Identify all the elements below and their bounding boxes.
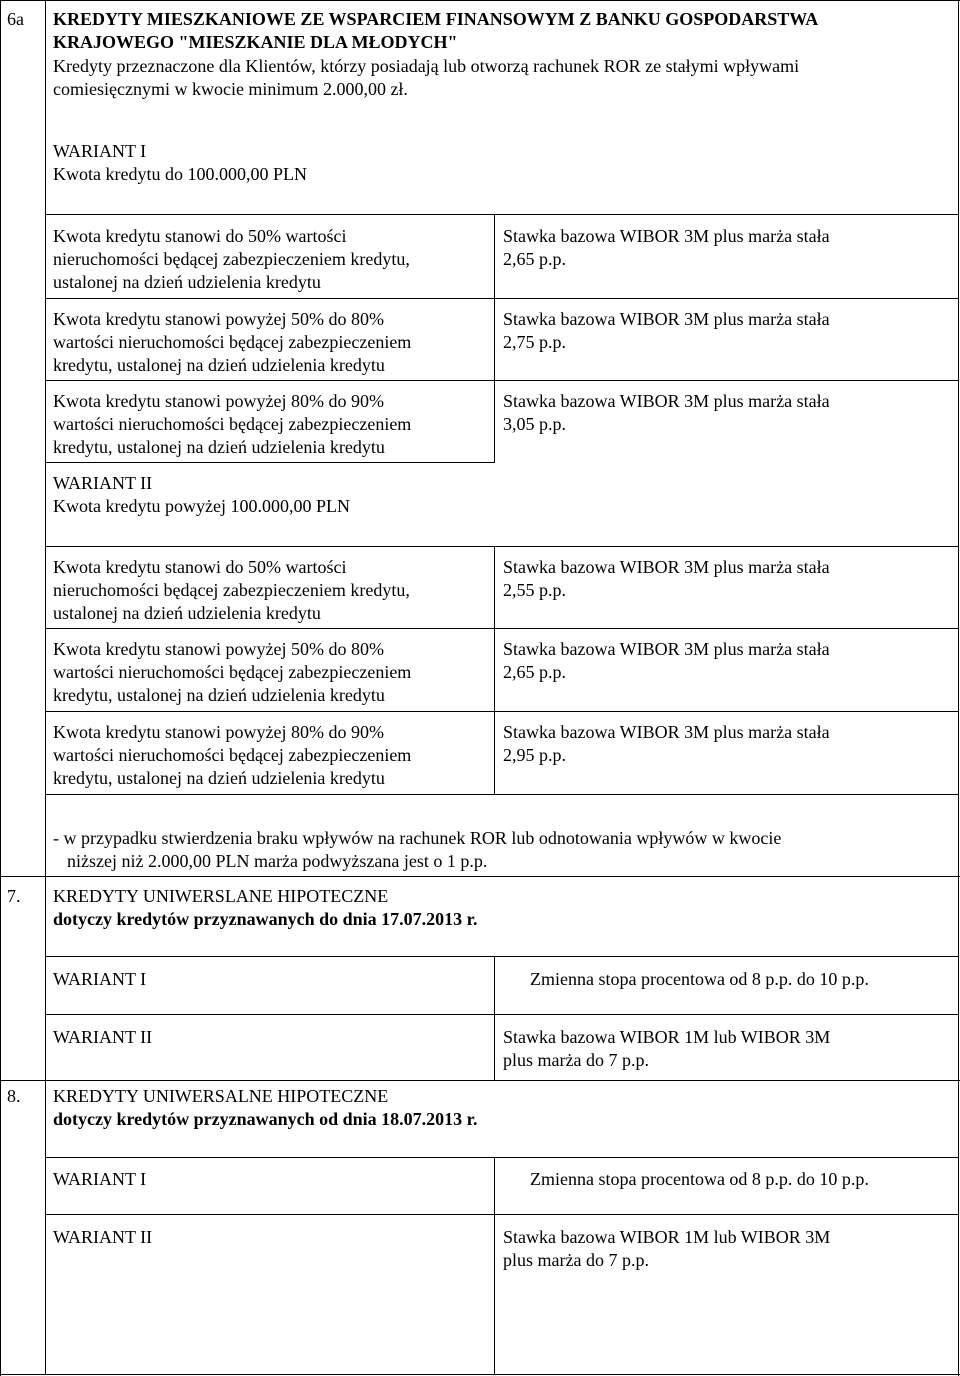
cell-line: kredytu, ustalonej na dzień udzielenia kredytu (53, 768, 385, 788)
cell-line: Kwota kredytu stanowi do 50% wartości (53, 557, 347, 577)
table-v2-top (45, 546, 958, 547)
note (53, 827, 781, 873)
cell-line: kredytu, ustalonej na dzień udzielenia kredytu (53, 355, 385, 375)
section-title-line: KRAJOWEGO "MIESZKANIE DLA MŁODYCH" (53, 32, 458, 52)
table-v2-bottom (45, 794, 958, 795)
cell-line: nieruchomości będącej zabezpieczeniem kredytu, (53, 249, 410, 269)
variant-2-amount: Kwota kredytu powyżej 100.000,00 PLN (53, 496, 350, 516)
variant-2-value (503, 1026, 830, 1072)
table-row-left (53, 721, 411, 790)
cell-line: Stawka bazowa WIBOR 1M lub WIBOR 3M (503, 1027, 831, 1047)
outer-border-top (0, 0, 960, 1)
variant-2-label: WARIANT II (53, 1227, 153, 1247)
cell-line: Stawka bazowa WIBOR 1M lub WIBOR 3M (503, 1227, 831, 1247)
table-row-sep (45, 1214, 958, 1215)
row-separator (0, 876, 960, 877)
table-row-left (53, 225, 410, 294)
cell-line: nieruchomości będącej zabezpieczeniem kredytu, (53, 580, 410, 600)
variant-2-label: WARIANT II (53, 473, 153, 493)
table-v1-row-sep (45, 298, 958, 299)
cell-line: Kwota kredytu stanowi do 50% wartości (53, 226, 347, 246)
variant-1-label: WARIANT I (53, 141, 147, 161)
table-v1-row-sep (45, 380, 958, 381)
cell-line: wartości nieruchomości będącej zabezpieczeniem (53, 414, 412, 434)
cell-line: 3,05 p.p. (503, 414, 566, 434)
section-description (53, 55, 799, 101)
cell-line: kredytu, ustalonej na dzień udzielenia kredytu (53, 685, 385, 705)
outer-border-bottom (0, 1374, 960, 1375)
cell-line: kredytu, ustalonej na dzień udzielenia kredytu (53, 437, 385, 457)
cell-line: ustalonej na dzień udzielenia kredytu (53, 272, 321, 292)
note-line: niższej niż 2.000,00 PLN marża podwyższana jest o 1 p.p. (67, 851, 488, 871)
number-column-divider (45, 0, 46, 1374)
cell-line: Stawka bazowa WIBOR 3M plus marża stała (503, 226, 830, 246)
cell-line: 2,75 p.p. (503, 332, 566, 352)
cell-line: Stawka bazowa WIBOR 3M plus marża stała (503, 639, 830, 659)
row-separator (0, 1080, 960, 1081)
section-title (53, 8, 818, 54)
variant-1-value: Zmienna stopa procentowa od 8 p.p. do 10 p.p. (530, 1169, 869, 1189)
table-v2-divider (494, 546, 495, 794)
table-v2-row-sep (45, 711, 958, 712)
table-top (45, 956, 958, 957)
table-row-left (53, 390, 411, 459)
row-number-7: 7. (7, 886, 21, 906)
table-v1-divider (494, 214, 495, 462)
section-subtitle: dotyczy kredytów przyznawanych do dnia 17.07.2013 r. (53, 909, 478, 929)
outer-border-left (0, 0, 1, 1376)
cell-line: plus marża do 7 p.p. (503, 1050, 649, 1070)
variant-1-label: WARIANT I (53, 969, 147, 989)
table-divider (494, 956, 495, 1080)
cell-line: Kwota kredytu stanowi powyżej 80% do 90% (53, 722, 384, 742)
cell-line: Stawka bazowa WIBOR 3M plus marża stała (503, 557, 830, 577)
cell-line: ustalonej na dzień udzielenia kredytu (53, 603, 321, 623)
description-line: Kredyty przeznaczone dla Klientów, którzy posiadają lub otworzą rachunek ROR ze stałymi wpływami (53, 56, 800, 76)
variant-2-value (503, 1226, 830, 1272)
table-v1-top (45, 214, 958, 215)
section-title: KREDYTY UNIWERSALNE HIPOTECZNE (53, 1086, 389, 1106)
table-top (45, 1157, 958, 1158)
description-line: comiesięcznymi w kwocie minimum 2.000,00 zł. (53, 79, 408, 99)
cell-line: Kwota kredytu stanowi powyżej 50% do 80% (53, 309, 384, 329)
variant-2-label: WARIANT II (53, 1027, 153, 1047)
table-row-right (503, 638, 830, 684)
cell-line: Stawka bazowa WIBOR 3M plus marża stała (503, 722, 830, 742)
table-row-sep (45, 1014, 958, 1015)
cell-line: Stawka bazowa WIBOR 3M plus marża stała (503, 309, 830, 329)
outer-border-right (958, 0, 959, 1376)
table-v1-bottom (45, 462, 495, 463)
table-row-right (503, 390, 830, 436)
cell-line: plus marża do 7 p.p. (503, 1250, 649, 1270)
cell-line: wartości nieruchomości będącej zabezpieczeniem (53, 745, 412, 765)
table-v2-row-sep (45, 628, 958, 629)
cell-line: 2,55 p.p. (503, 580, 566, 600)
cell-line: Stawka bazowa WIBOR 3M plus marża stała (503, 391, 830, 411)
table-row-right (503, 721, 830, 767)
cell-line: Kwota kredytu stanowi powyżej 80% do 90% (53, 391, 384, 411)
cell-line: 2,65 p.p. (503, 249, 566, 269)
cell-line: wartości nieruchomości będącej zabezpieczeniem (53, 662, 412, 682)
section-title-line: KREDYTY MIESZKANIOWE ZE WSPARCIEM FINANSOWYM Z BANKU GOSPODARSTWA (53, 9, 819, 29)
table-row-right (503, 308, 830, 354)
table-row-left (53, 556, 410, 625)
variant-1-value: Zmienna stopa procentowa od 8 p.p. do 10 p.p. (530, 969, 869, 989)
variant-1-amount: Kwota kredytu do 100.000,00 PLN (53, 164, 307, 184)
cell-line: 2,95 p.p. (503, 745, 566, 765)
cell-line: wartości nieruchomości będącej zabezpieczeniem (53, 332, 412, 352)
section-title: KREDYTY UNIWERSLANE HIPOTECZNE (53, 886, 389, 906)
table-row-right (503, 225, 830, 271)
cell-line: 2,65 p.p. (503, 662, 566, 682)
row-number-6a: 6a (7, 9, 24, 29)
note-line: - w przypadku stwierdzenia braku wpływów na rachunek ROR lub odnotowania wpływów w kwocie (53, 828, 782, 848)
variant-1-label: WARIANT I (53, 1169, 147, 1189)
section-subtitle: dotyczy kredytów przyznawanych od dnia 18.07.2013 r. (53, 1109, 478, 1129)
table-row-left (53, 638, 411, 707)
row-number-8: 8. (7, 1086, 21, 1106)
table-divider (494, 1157, 495, 1375)
table-row-right (503, 556, 830, 602)
table-row-left (53, 308, 411, 377)
cell-line: Kwota kredytu stanowi powyżej 50% do 80% (53, 639, 384, 659)
